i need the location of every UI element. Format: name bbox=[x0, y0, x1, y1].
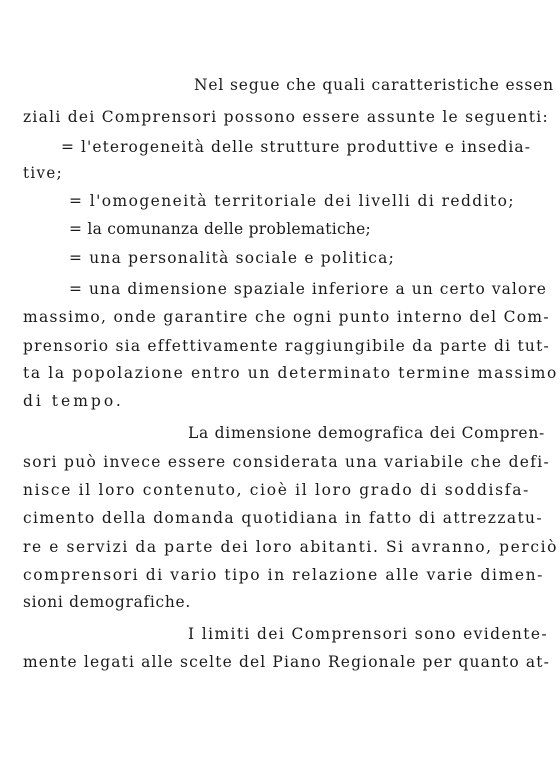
text-line-14: sori può invece essere considerata una variabile che defi- bbox=[23, 453, 551, 471]
text-line-13: La dimensione demografica dei Compren- bbox=[188, 424, 546, 442]
text-line-15: nisce il loro contenuto, cioè il loro grado di soddisfa- bbox=[23, 481, 531, 499]
text-line-3: = l'eterogeneità delle strutture produttive e insedia- bbox=[61, 138, 532, 156]
text-line-8: = una dimensione spaziale inferiore a un certo valore bbox=[69, 280, 547, 298]
text-line-21: mente legati alle scelte del Piano Regionale per quanto at- bbox=[23, 653, 550, 671]
text-line-6: = la comunanza delle problematiche; bbox=[69, 220, 372, 238]
text-line-11: ta la popolazione entro un determinato termine massimo bbox=[23, 364, 558, 382]
text-line-12: di tempo. bbox=[23, 392, 124, 410]
text-line-10: prensorio sia effettivamente raggiungibile da parte di tut- bbox=[23, 337, 551, 355]
text-line-18: comprensori di vario tipo in relazione alle varie dimen- bbox=[23, 566, 544, 584]
text-line-16: cimento della domanda quotidiana in fatto di attrezzatu- bbox=[23, 509, 543, 527]
text-line-1: Nel segue che quali caratteristiche essen bbox=[194, 76, 554, 94]
text-line-2: ziali dei Comprensori possono essere assunte le seguenti: bbox=[23, 108, 549, 126]
text-line-17: re e servizi da parte dei loro abitanti. Si avranno, perciò bbox=[23, 538, 559, 556]
text-line-20: I limiti dei Comprensori sono evidente- bbox=[188, 625, 548, 643]
text-line-7: = una personalità sociale e politica; bbox=[69, 249, 395, 267]
text-line-19: sioni demografiche. bbox=[23, 593, 191, 611]
text-line-5: = l'omogeneità territoriale dei livelli di reddito; bbox=[69, 192, 516, 210]
text-line-4: tive; bbox=[23, 164, 64, 182]
text-line-9: massimo, onde garantire che ogni punto interno del Com- bbox=[23, 308, 550, 326]
